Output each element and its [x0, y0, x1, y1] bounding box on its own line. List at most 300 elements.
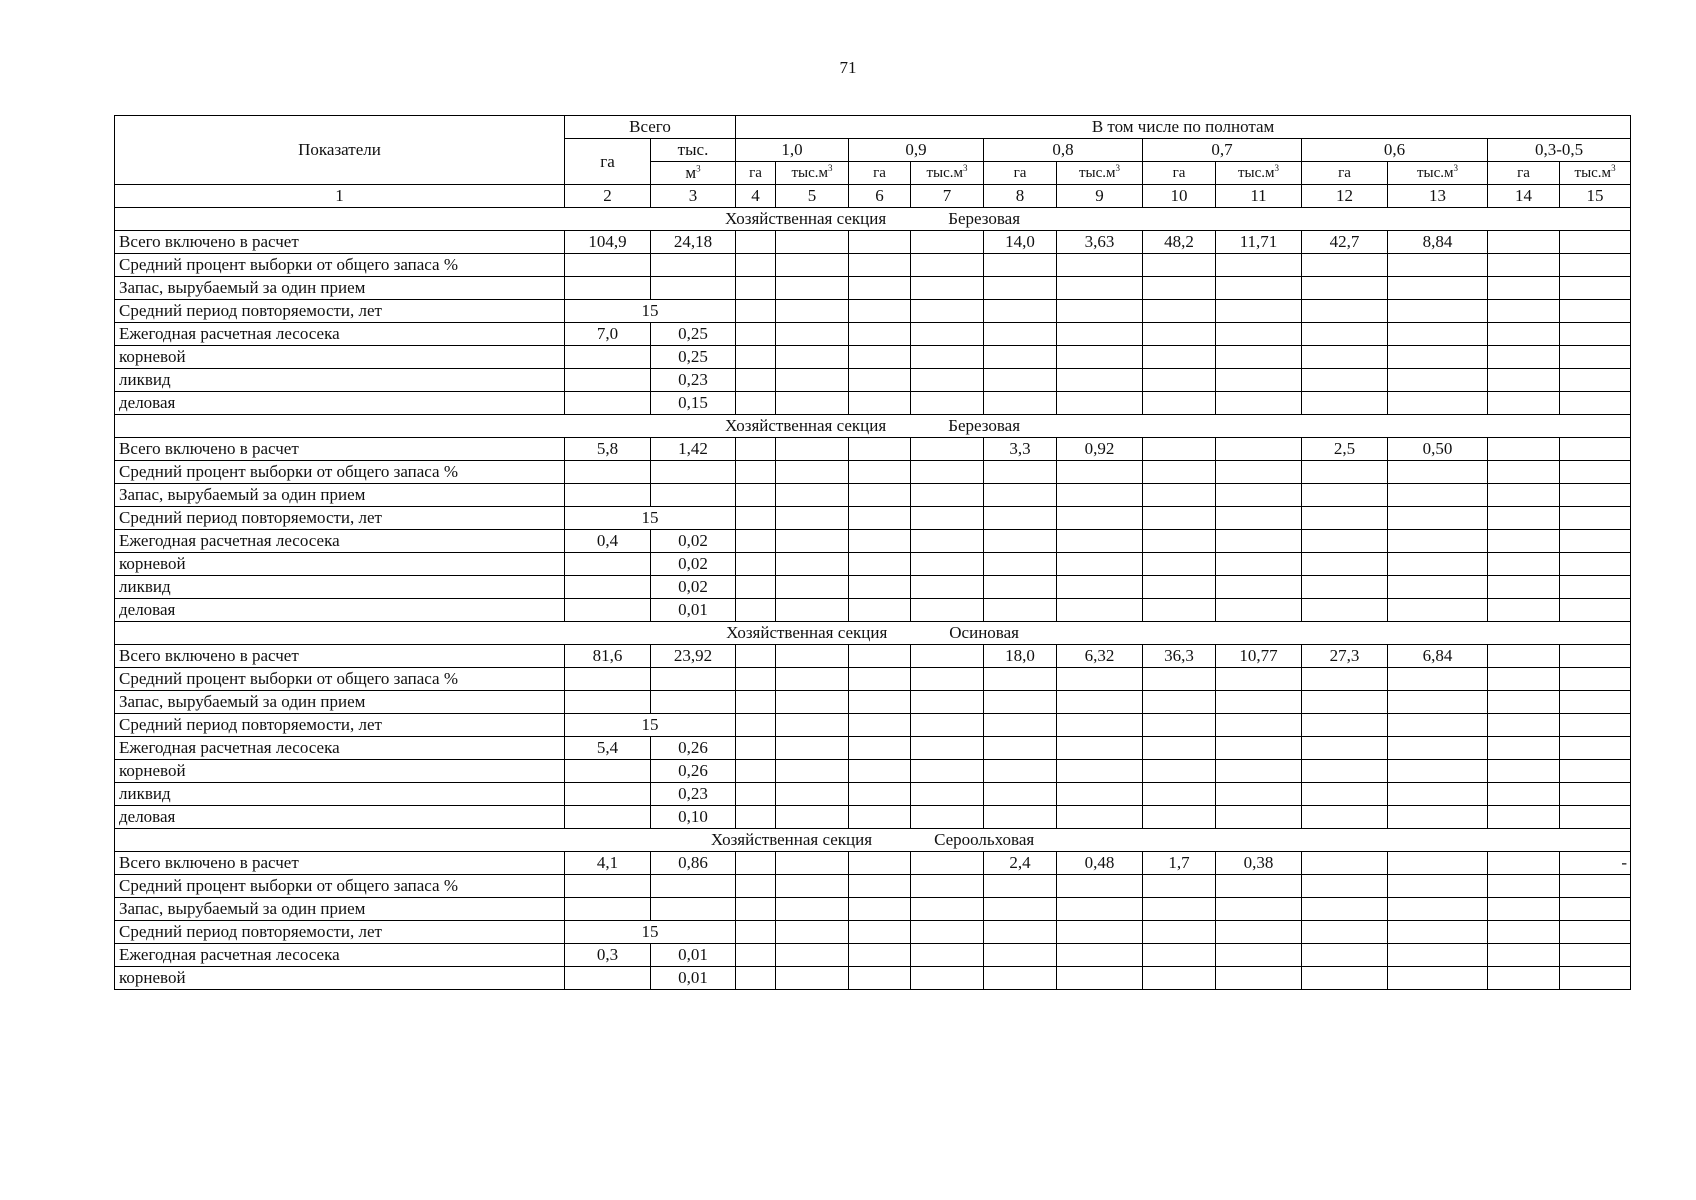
table-cell	[1388, 576, 1488, 599]
table-cell	[651, 484, 736, 507]
density-header: 0,3-0,5	[1488, 139, 1631, 162]
table-cell	[565, 668, 651, 691]
table-cell	[1216, 783, 1302, 806]
row-label: Средний период повторяемости, лет	[115, 714, 565, 737]
table-cell	[911, 668, 984, 691]
table-cell	[736, 898, 776, 921]
table-cell	[1388, 461, 1488, 484]
table-row	[115, 668, 1631, 691]
section-title	[115, 415, 1631, 438]
table-cell	[565, 875, 651, 898]
table-cell: 6,84	[1388, 645, 1488, 668]
table-cell	[776, 645, 849, 668]
table-cell: 0,3	[565, 944, 651, 967]
table-cell	[1488, 438, 1560, 461]
table-cell	[736, 530, 776, 553]
table-cell	[776, 737, 849, 760]
total-m3-header: $м^3$	[651, 162, 736, 185]
table-cell	[1216, 599, 1302, 622]
table-row	[115, 921, 1631, 944]
table-cell	[911, 783, 984, 806]
table-cell	[1560, 875, 1631, 898]
table-cell	[736, 507, 776, 530]
table-cell	[1302, 576, 1388, 599]
table-cell	[1388, 553, 1488, 576]
table-cell	[1302, 783, 1388, 806]
table-cell	[776, 783, 849, 806]
table-cell	[1302, 967, 1388, 990]
table-cell	[565, 806, 651, 829]
density-header: 0,9	[849, 139, 984, 162]
section-label: Хозяйственная секция	[710, 830, 873, 849]
table-cell	[849, 645, 911, 668]
table-cell	[1057, 898, 1143, 921]
section-title	[115, 622, 1631, 645]
column-number: 4	[736, 185, 776, 208]
table-cell	[911, 231, 984, 254]
table-cell	[1560, 484, 1631, 507]
table-row	[115, 277, 1631, 300]
column-number: 5	[776, 185, 849, 208]
table-cell	[849, 231, 911, 254]
table-cell	[911, 944, 984, 967]
table-cell	[849, 346, 911, 369]
table-cell	[1388, 507, 1488, 530]
table-cell	[1560, 737, 1631, 760]
table-cell	[1488, 760, 1560, 783]
table-cell	[1216, 921, 1302, 944]
table-row	[115, 852, 1631, 875]
table-cell	[911, 277, 984, 300]
table-cell	[776, 691, 849, 714]
column-number: 11	[1216, 185, 1302, 208]
table-cell	[1388, 346, 1488, 369]
table-cell	[565, 783, 651, 806]
table-cell	[911, 392, 984, 415]
table-cell	[1302, 691, 1388, 714]
section-label: Хозяйственная секция	[726, 623, 888, 642]
volume-subheader: $тыс.м^3$	[1216, 162, 1302, 185]
table-cell	[1388, 967, 1488, 990]
volume-subheader: $тыс.м^3$	[1560, 162, 1631, 185]
table-cell	[565, 369, 651, 392]
table-cell	[984, 369, 1057, 392]
table-cell	[1302, 484, 1388, 507]
row-label: Всего включено в расчет	[115, 645, 565, 668]
table-cell	[1488, 530, 1560, 553]
table-cell	[736, 852, 776, 875]
table-cell: 24,18	[651, 231, 736, 254]
table-cell	[849, 668, 911, 691]
table-cell	[911, 806, 984, 829]
table-cell: 10,77	[1216, 645, 1302, 668]
table-cell	[1488, 852, 1560, 875]
table-cell: 0,26	[651, 760, 736, 783]
column-number-row	[115, 185, 1631, 208]
table-cell: 0,92	[1057, 438, 1143, 461]
table-cell	[1216, 806, 1302, 829]
table-cell	[1057, 668, 1143, 691]
density-header: 0,6	[1302, 139, 1488, 162]
column-number: 3	[651, 185, 736, 208]
table-cell: 27,3	[1302, 645, 1388, 668]
table-cell	[1560, 760, 1631, 783]
table-row	[115, 300, 1631, 323]
table-cell: 14,0	[984, 231, 1057, 254]
table-cell	[1388, 277, 1488, 300]
table-cell	[776, 507, 849, 530]
table-cell: 1,7	[1143, 852, 1216, 875]
table-cell	[1057, 737, 1143, 760]
row-label: корневой	[115, 346, 565, 369]
table-cell	[1216, 714, 1302, 737]
table-cell: 0,02	[651, 576, 736, 599]
ha-subheader: га	[984, 162, 1057, 185]
table-cell	[1143, 254, 1216, 277]
table-cell	[1216, 346, 1302, 369]
table-cell	[1560, 369, 1631, 392]
volume-subheader: $тыс.м^3$	[1057, 162, 1143, 185]
table-cell	[911, 530, 984, 553]
table-cell	[1488, 691, 1560, 714]
table-cell	[849, 576, 911, 599]
column-number: 14	[1488, 185, 1560, 208]
table-cell	[1488, 668, 1560, 691]
table-cell	[1388, 944, 1488, 967]
column-number: 7	[911, 185, 984, 208]
table-cell	[1143, 530, 1216, 553]
table-cell	[1143, 691, 1216, 714]
volume-subheader: $тыс.м^3$	[1388, 162, 1488, 185]
table-cell	[776, 438, 849, 461]
table-cell	[1488, 875, 1560, 898]
table-row	[115, 599, 1631, 622]
table-cell: 3,3	[984, 438, 1057, 461]
table-cell	[1560, 806, 1631, 829]
table-cell	[1488, 254, 1560, 277]
row-label: деловая	[115, 392, 565, 415]
table-cell	[1388, 369, 1488, 392]
section-name: Березовая	[948, 416, 1021, 435]
section-header-row	[115, 415, 1631, 438]
table-cell	[651, 875, 736, 898]
row-label: корневой	[115, 553, 565, 576]
table-row	[115, 254, 1631, 277]
table-cell	[736, 691, 776, 714]
table-cell: 36,3	[1143, 645, 1216, 668]
table-cell	[1143, 875, 1216, 898]
table-cell: 0,4	[565, 530, 651, 553]
table-cell	[1388, 921, 1488, 944]
row-label: Ежегодная расчетная лесосека	[115, 944, 565, 967]
table-cell: 42,7	[1302, 231, 1388, 254]
table-cell	[1216, 392, 1302, 415]
table-cell	[1143, 576, 1216, 599]
table-cell	[1560, 323, 1631, 346]
column-number: 1	[115, 185, 565, 208]
table-cell: 3,63	[1057, 231, 1143, 254]
table-cell	[565, 392, 651, 415]
table-cell	[1560, 967, 1631, 990]
table-cell	[565, 254, 651, 277]
table-cell	[1388, 668, 1488, 691]
table-cell: 7,0	[565, 323, 651, 346]
table-cell	[1388, 484, 1488, 507]
table-cell	[1488, 323, 1560, 346]
table-cell	[1302, 852, 1388, 875]
table-cell	[1302, 737, 1388, 760]
table-cell	[1216, 691, 1302, 714]
table-cell	[849, 392, 911, 415]
table-cell	[736, 231, 776, 254]
row-label: Средний период повторяемости, лет	[115, 300, 565, 323]
row-label: Средний процент выборки от общего запаса %	[115, 668, 565, 691]
table-cell	[736, 944, 776, 967]
column-number: 12	[1302, 185, 1388, 208]
table-cell	[1302, 530, 1388, 553]
table-cell	[849, 369, 911, 392]
table-cell	[1488, 300, 1560, 323]
table-cell	[776, 323, 849, 346]
table-cell	[1560, 898, 1631, 921]
table-cell	[736, 369, 776, 392]
table-cell	[1057, 783, 1143, 806]
column-number: 8	[984, 185, 1057, 208]
table-cell	[1143, 507, 1216, 530]
table-row	[115, 875, 1631, 898]
table-row	[115, 484, 1631, 507]
table-cell	[776, 875, 849, 898]
table-cell	[1488, 507, 1560, 530]
section-header-row	[115, 829, 1631, 852]
table-cell	[1143, 668, 1216, 691]
table-cell	[911, 461, 984, 484]
table-cell	[1388, 760, 1488, 783]
row-label: Средний процент выборки от общего запаса %	[115, 875, 565, 898]
table-cell	[1488, 806, 1560, 829]
table-cell	[849, 323, 911, 346]
table-row	[115, 461, 1631, 484]
table-cell	[736, 714, 776, 737]
table-cell	[1388, 898, 1488, 921]
table-cell	[1488, 714, 1560, 737]
table-cell	[1216, 461, 1302, 484]
table-cell: 104,9	[565, 231, 651, 254]
table-cell	[1388, 599, 1488, 622]
table-cell	[736, 254, 776, 277]
table-cell	[1302, 254, 1388, 277]
header-row-1	[115, 116, 1631, 139]
table-row	[115, 507, 1631, 530]
section-name: Березовая	[948, 209, 1021, 228]
row-label: ликвид	[115, 369, 565, 392]
table-cell	[1057, 714, 1143, 737]
table-cell: 0,48	[1057, 852, 1143, 875]
table-cell	[849, 714, 911, 737]
table-cell	[1302, 875, 1388, 898]
table-row	[115, 369, 1631, 392]
table-cell	[1057, 944, 1143, 967]
table-cell	[736, 576, 776, 599]
table-cell	[1057, 323, 1143, 346]
table-row	[115, 231, 1631, 254]
table-row	[115, 553, 1631, 576]
table-cell	[776, 231, 849, 254]
table-cell	[736, 668, 776, 691]
table-cell	[565, 277, 651, 300]
table-cell	[1560, 277, 1631, 300]
table-cell	[911, 254, 984, 277]
table-cell	[849, 944, 911, 967]
table-row	[115, 898, 1631, 921]
table-cell	[1057, 346, 1143, 369]
table-cell	[1488, 645, 1560, 668]
ha-subheader: га	[1302, 162, 1388, 185]
table-cell	[1057, 254, 1143, 277]
table-cell: 0,01	[651, 944, 736, 967]
table-cell	[1057, 369, 1143, 392]
table-cell: 2,4	[984, 852, 1057, 875]
row-label: Ежегодная расчетная лесосека	[115, 530, 565, 553]
table-cell	[1388, 530, 1488, 553]
table-row	[115, 714, 1631, 737]
table-cell	[849, 553, 911, 576]
table-cell	[1302, 898, 1388, 921]
table-cell	[849, 507, 911, 530]
table-cell	[849, 921, 911, 944]
row-label: Средний процент выборки от общего запаса %	[115, 254, 565, 277]
row-label: деловая	[115, 806, 565, 829]
table-cell	[984, 691, 1057, 714]
table-cell	[1143, 553, 1216, 576]
table-cell	[1388, 875, 1488, 898]
table-cell	[776, 967, 849, 990]
table-cell	[1560, 645, 1631, 668]
table-cell	[1057, 392, 1143, 415]
table-cell	[1560, 783, 1631, 806]
table-row	[115, 438, 1631, 461]
table-cell	[651, 898, 736, 921]
table-cell	[776, 369, 849, 392]
table-cell	[1488, 967, 1560, 990]
table-row	[115, 944, 1631, 967]
table-cell	[736, 484, 776, 507]
table-cell	[984, 530, 1057, 553]
table-cell	[984, 484, 1057, 507]
table-cell: 5,4	[565, 737, 651, 760]
table-cell: 5,8	[565, 438, 651, 461]
row-label: Запас, вырубаемый за один прием	[115, 691, 565, 714]
table-cell	[776, 530, 849, 553]
table-cell: 0,01	[651, 599, 736, 622]
table-row	[115, 967, 1631, 990]
table-cell	[1302, 668, 1388, 691]
table-cell	[1488, 576, 1560, 599]
table-cell	[776, 852, 849, 875]
table-cell: -	[1560, 852, 1631, 875]
table-cell: 0,38	[1216, 852, 1302, 875]
table-cell	[911, 507, 984, 530]
table-cell	[776, 461, 849, 484]
table-cell: 0,15	[651, 392, 736, 415]
table-row	[115, 530, 1631, 553]
table-cell	[776, 277, 849, 300]
table-cell	[736, 461, 776, 484]
table-cell	[736, 737, 776, 760]
table-cell	[1388, 783, 1488, 806]
table-cell	[1057, 599, 1143, 622]
table-cell: 0,02	[651, 530, 736, 553]
table-cell	[1216, 875, 1302, 898]
row-label: Всего включено в расчет	[115, 438, 565, 461]
table-cell	[1560, 392, 1631, 415]
row-label: Запас, вырубаемый за один прием	[115, 898, 565, 921]
table-cell	[1057, 806, 1143, 829]
row-label: ликвид	[115, 576, 565, 599]
table-cell	[1302, 921, 1388, 944]
table-cell	[849, 438, 911, 461]
table-cell	[1560, 507, 1631, 530]
table-cell	[1302, 944, 1388, 967]
row-label: Запас, вырубаемый за один прием	[115, 484, 565, 507]
table-cell	[1057, 277, 1143, 300]
table-row	[115, 346, 1631, 369]
table-cell	[849, 461, 911, 484]
section-header-row	[115, 622, 1631, 645]
table-cell	[565, 760, 651, 783]
including-header: В том числе по полнотам	[736, 116, 1631, 139]
table-cell	[1388, 323, 1488, 346]
column-number: 2	[565, 185, 651, 208]
table-cell	[1388, 714, 1488, 737]
row-label: деловая	[115, 599, 565, 622]
table-cell	[1216, 323, 1302, 346]
table-cell	[984, 392, 1057, 415]
table-cell	[651, 254, 736, 277]
table-row	[115, 783, 1631, 806]
table-row	[115, 323, 1631, 346]
table-cell	[984, 346, 1057, 369]
table-cell	[736, 806, 776, 829]
table-cell	[849, 484, 911, 507]
period-cell: 15	[565, 714, 736, 737]
table-cell	[849, 898, 911, 921]
row-label: Средний процент выборки от общего запаса %	[115, 461, 565, 484]
table-row	[115, 392, 1631, 415]
column-number: 10	[1143, 185, 1216, 208]
row-label: Ежегодная расчетная лесосека	[115, 737, 565, 760]
table-cell	[1302, 599, 1388, 622]
table-cell: 0,10	[651, 806, 736, 829]
table-cell	[776, 898, 849, 921]
table-cell: 0,25	[651, 323, 736, 346]
table-cell	[984, 875, 1057, 898]
section-title	[115, 829, 1631, 852]
table-cell	[1143, 967, 1216, 990]
table-cell	[1302, 461, 1388, 484]
table-cell	[984, 323, 1057, 346]
table-cell	[565, 898, 651, 921]
table-cell	[1143, 944, 1216, 967]
table-cell	[1143, 346, 1216, 369]
table-cell	[984, 507, 1057, 530]
table-cell	[776, 599, 849, 622]
table-cell	[1488, 599, 1560, 622]
table-cell	[984, 254, 1057, 277]
table-cell	[1560, 691, 1631, 714]
table-cell	[1488, 737, 1560, 760]
table-cell	[911, 691, 984, 714]
